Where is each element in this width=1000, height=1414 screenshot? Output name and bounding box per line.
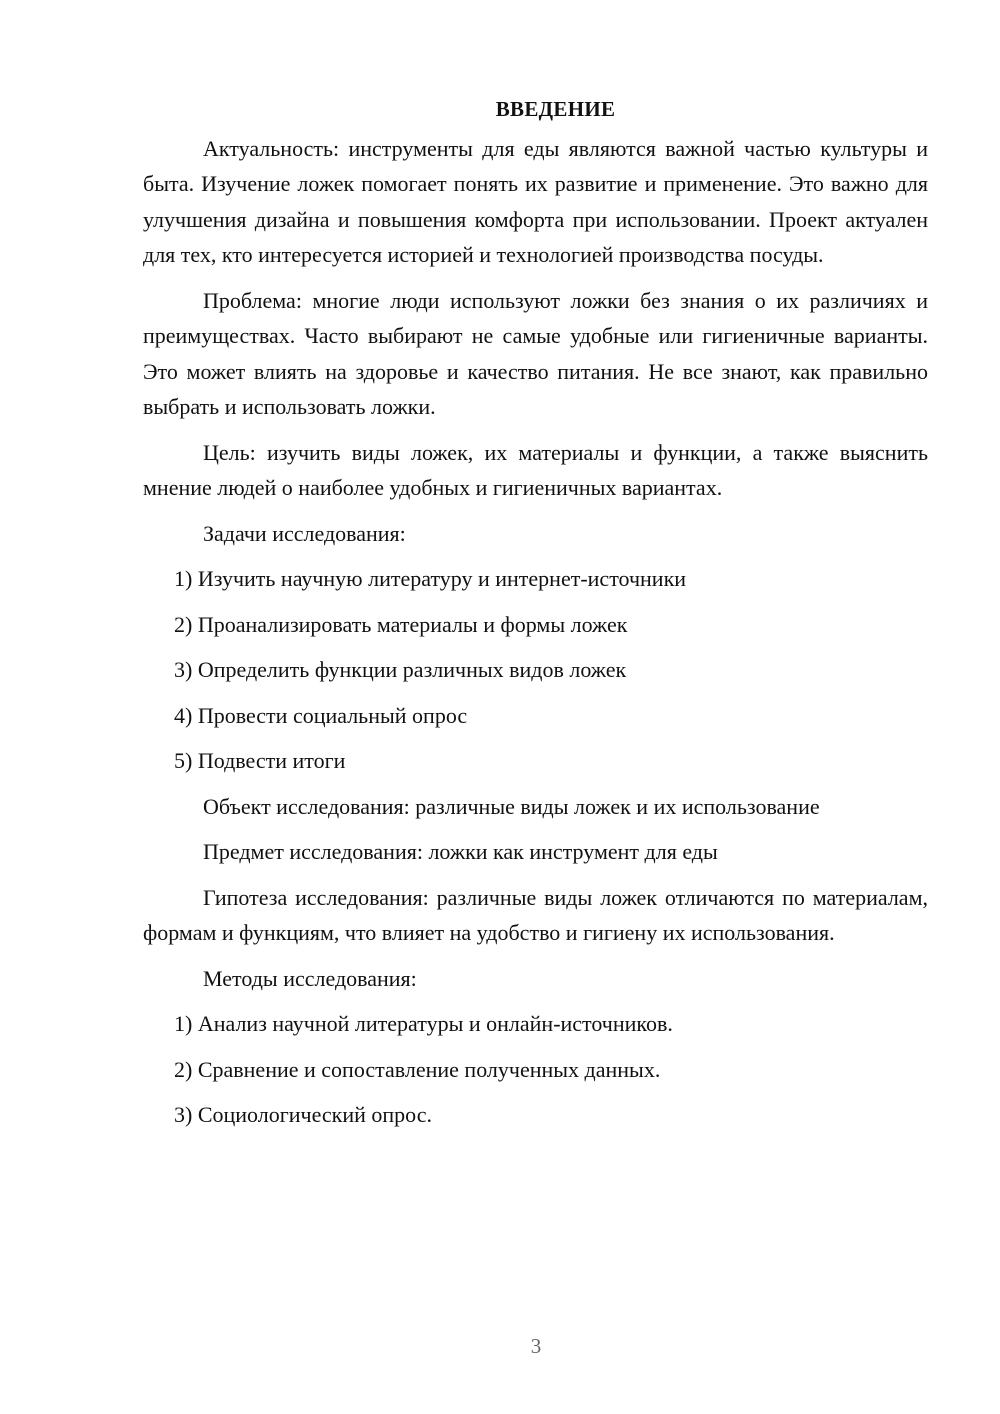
methods-list xyxy=(143,1006,928,1133)
relevance-paragraph: Актуальность: инструменты для еды являются важной частью культуры и быта. Изучение ложек помогает понять их развитие и применение. Это важно для улучшения дизайна и повышения комфорта при использовании. Проект актуален для тех, кто интересуется историей и технологией производства посуды. xyxy=(143,135,928,267)
tasks-list xyxy=(143,561,928,779)
methods-heading: Методы исследования: xyxy=(203,965,417,991)
page-number: 3 xyxy=(530,1334,542,1358)
hypothesis-paragraph: Гипотеза исследования: различные виды ложек отличаются по материалам, формам и функциям, что влияет на удобство и гигиену их использования. xyxy=(143,884,928,945)
method-item: 1) Анализ научной литературы и онлайн-источников. xyxy=(174,1011,673,1036)
goal-paragraph: Цель: изучить виды ложек, их материалы и функции, а также выяснить мнение людей о наиболее удобных и гигиеничных вариантах. xyxy=(143,439,928,500)
research-subject: Предмет исследования: ложки как инструмент для еды xyxy=(203,839,718,864)
tasks-heading: Задачи исследования: xyxy=(203,520,406,546)
task-item: 1) Изучить научную литературу и интернет-источники xyxy=(174,566,687,591)
task-item: 4) Провести социальный опрос xyxy=(174,702,468,728)
task-item: 5) Подвести итоги xyxy=(174,748,346,773)
section-title: ВВЕДЕНИЕ xyxy=(495,97,616,121)
task-item: 2) Проанализировать материалы и формы ложек xyxy=(174,611,628,637)
page-content xyxy=(143,92,928,1143)
research-object: Объект исследования: различные виды ложек и их использование xyxy=(203,793,820,819)
task-item: 3) Определить функции различных видов ложек xyxy=(174,657,627,682)
method-item: 2) Сравнение и сопоставление полученных данных. xyxy=(174,1056,661,1082)
problem-paragraph: Проблема: многие люди используют ложки без знания о их различиях и преимуществах. Часто выбирают не самые удобные или гигиеничные варианты. Это может влиять на здоровье и качество питания. Не все знают, как правильно выбрать и использовать ложки. xyxy=(143,287,928,419)
method-item: 3) Социологический опрос. xyxy=(174,1102,432,1127)
